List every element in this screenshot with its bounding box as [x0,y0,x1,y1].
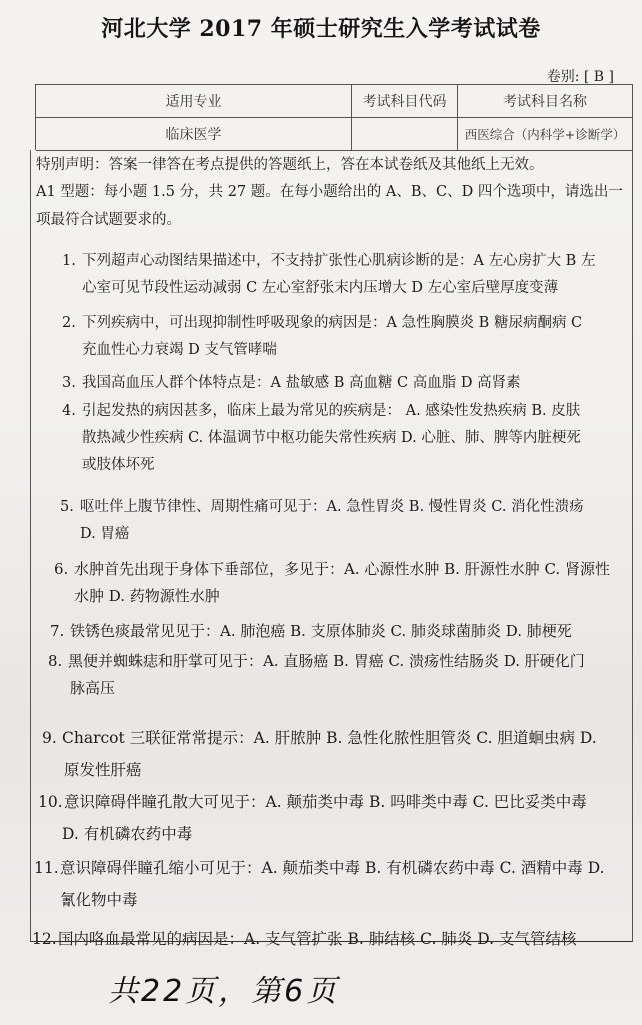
question-text: 国内咯血最常见的病因是：A. 支气管扩张 B. 肺结核 C. 肺炎 D. 支气管结核 [58,930,577,948]
handwritten-page-note: 共22页，第6页 [108,974,340,1009]
paper-type-label: 卷别: [ B ] [546,69,614,85]
value-subject-name: 西医综合（内科学+诊断学） [464,127,626,142]
question-text: 呕吐伴上腹节律性、周期性痛可见于：A. 急性胃炎 B. 慢性胃炎 C. 消化性溃疡 [80,499,584,515]
exam-title: 河北大学 2017 年硕士研究生入学考试试卷 [101,16,541,42]
question-text: Charcot 三联征常常提示：A. 肝脓肿 B. 急性化脓性胆管炎 C. 胆道蛔虫病 D. [62,729,597,747]
question-text: 我国高血压人群个体特点是：A 盐敏感 B 高血糖 C 高血脂 D 高肾素 [82,375,521,391]
question-text: 意识障碍伴瞳孔散大可见于：A. 颠茄类中毒 B. 吗啡类中毒 C. 巴比妥类中毒 [64,793,587,811]
question-1: 1. 下列超声心动图结果描述中，不支持扩张性心肌病诊断的是：A 左心房扩大 B 左 心室可见节段性运动减弱 C 左心室舒张末内压增大 D 左心室后壁厚度变薄 [62,253,596,296]
table-header-row [36,85,632,118]
question-3: 3. 我国高血压人群个体特点是：A 盐敏感 B 高血糖 C 高血脂 D 高肾素 [62,375,521,391]
question-text: 下列疾病中，可出现抑制性呼吸现象的病因是：A 急性胸膜炎 B 糖尿病酮病 C [82,315,583,331]
value-applicable-major: 临床医学 [36,118,352,150]
header-applicable-major: 适用专业 [36,85,352,117]
section-instruction: A1 型题：每小题 1.5 分，共 27 题。在每小题给出的 A、B、C、D 四个选项中，请选出一项最符合试题要求的。 [36,184,623,228]
instructions [36,152,626,234]
question-2: 2. 下列疾病中，可出现抑制性呼吸现象的病因是：A 急性胸膜炎 B 糖尿病酮病 C 充血性心力衰竭 D 支气管哮喘 [62,315,583,358]
header-subject-name: 考试科目名称 [503,94,587,110]
question-6: 6. 水肿首先出现于身体下垂部位，多见于：A. 心源性水肿 B. 肝源性水肿 C. 肾源性 水肿 D. 药物源性水肿 [54,560,610,605]
question-7: 7. 铁锈色痰最常见见于：A. 肺泡癌 B. 支原体肺炎 C. 肺炎球菌肺炎 D. 肺梗死 [50,622,572,640]
question-text: 黑便并蜘蛛痣和肝掌可见于：A. 直肠癌 B. 胃癌 C. 溃疡性结肠炎 D. 肝硬化门 [68,652,585,670]
value-subject-code [352,118,458,150]
special-notice: 特别声明：答案一律答在考点提供的答题纸上，答在本试卷纸及其他纸上无效。 [36,157,544,173]
question-12: 12.国内咯血最常见的病因是：A. 支气管扩张 B. 肺结核 C. 肺炎 D. 支气管结核 [32,930,577,948]
question-5: 5. 呕吐伴上腹节律性、周期性痛可见于：A. 急性胃炎 B. 慢性胃炎 C. 消化性溃疡 D. 胃癌 [60,499,584,542]
question-text: 下列超声心动图结果描述中，不支持扩张性心肌病诊断的是：A 左心房扩大 B 左 [82,253,596,269]
table-value-row [36,118,632,151]
header-subject-code: 考试科目代码 [352,85,458,117]
exam-info-table [35,84,633,150]
question-text: 意识障碍伴瞳孔缩小可见于：A. 颠茄类中毒 B. 有机磷农药中毒 C. 酒精中毒 D. [60,859,605,877]
question-text: 引起发热的病因甚多，临床上最为常见的疾病是： A. 感染性发热疾病 B. 皮肤 [82,403,581,419]
question-10: 10.意识障碍伴瞳孔散大可见于：A. 颠茄类中毒 B. 吗啡类中毒 C. 巴比妥类中毒 D. 有机磷农药中毒 [38,793,587,843]
question-11: 11.意识障碍伴瞳孔缩小可见于：A. 颠茄类中毒 B. 有机磷农药中毒 C. 酒精中毒 D. 氰化物中毒 [34,859,605,909]
question-9: 9. Charcot 三联征常常提示：A. 肝脓肿 B. 急性化脓性胆管炎 C. 胆道蛔虫病 D. 原发性肝癌 [42,729,597,779]
question-text: 铁锈色痰最常见见于：A. 肺泡癌 B. 支原体肺炎 C. 肺炎球菌肺炎 D. 肺梗死 [70,622,572,640]
question-8: 8. 黑便并蜘蛛痣和肝掌可见于：A. 直肠癌 B. 胃癌 C. 溃疡性结肠炎 D. 肝硬化门 脉高压 [48,652,585,697]
question-4: 4. 引起发热的病因甚多，临床上最为常见的疾病是： A. 感染性发热疾病 B. 皮肤 散热减少性疾病 C. 体温调节中枢功能失常性疾病 D. 心脏、肺、脾等内脏梗死 或肢体坏死 [62,403,581,473]
question-text: 水肿首先出现于身体下垂部位，多见于：A. 心源性水肿 B. 肝源性水肿 C. 肾源性 [74,560,610,578]
